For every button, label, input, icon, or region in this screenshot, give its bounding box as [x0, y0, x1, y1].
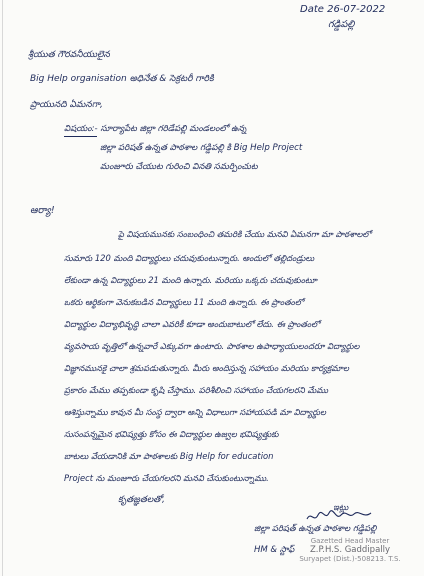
- body-line: ఆశిస్తున్నాము కావున మీ సంస్థ ద్వారా అన్ని విధాలుగా సహాయపడి మా విద్యార్థుల: [64, 407, 326, 417]
- salutation: ఆర్యా!: [30, 205, 55, 216]
- stamp-line-1: Gazetted Head Master: [310, 537, 390, 545]
- body-line: బాటలు వేయడానికి మా పాఠశాలకు Big Help for education: [64, 451, 274, 461]
- body-line: లేకుండా ఉన్న విద్యార్థులు 21 మంది ఉన్నారు. మరియు ఒక్కరు చదువుకుంటూ: [64, 275, 318, 285]
- page-edge: [2, 0, 3, 576]
- subject-line-2: జిల్లా పరిషత్ ఉన్నత పాఠశాల గడ్డిపల్లి కి Big Help Project: [100, 143, 303, 153]
- signature-hm-staff: HM & స్టాఫ్: [254, 545, 295, 555]
- address-line-1: శ్రీయుత గౌరవనీయులైన: [28, 50, 110, 60]
- closing: కృతజ్ఞతలతో,: [118, 495, 165, 505]
- subject-underline: [64, 136, 97, 137]
- address-line-3: ప్రాయునది ఏమనగా,: [30, 100, 103, 110]
- body-line: విద్యార్థుల విద్యాభివృద్ధి చాలా ఎవరికీ కూడా అందుబాటులో లేదు. ఈ ప్రాంతంలో: [64, 319, 320, 329]
- body-line: విజ్ఞానమునకై చాలా శ్రమపడుతున్నారు. మీరు అందిస్తున్న సహాయం మరియు కార్యక్రమాల: [64, 363, 349, 373]
- body-line: వ్యవసాయ వృత్తిలో ఉన్నవారే ఎక్కువగా ఉంటారు. పాఠశాల ఉపాధ్యాయులందరూ విద్యార్థుల: [64, 341, 360, 351]
- signature-itlu: ఇట్లు: [333, 503, 349, 513]
- stamp-line-2: Z.P.H.S. Gaddipally: [309, 545, 391, 555]
- body-line: సుసంపన్నమైన భవిష్యత్తు కోసం ఈ విద్యార్థుల ఉజ్వల భవిష్యత్తుకు: [64, 429, 279, 439]
- body-line: పై విషయమునకు సంబంధించి తమరికి చేయు మనవి ఏమనగా మా పాఠశాలలో: [118, 229, 372, 239]
- subject-line-1: విషయం:- సూర్యాపేట జిల్లా గరిడేపల్లి మండలంలో ఉన్న: [64, 124, 247, 134]
- body-line: ఒకరు ఆర్థికంగా వెనుకబడిన విద్యార్థులు 11 మంది ఉన్నారు. ఈ ప్రాంతంలో: [64, 297, 304, 307]
- address-line-2: Big Help organisation అధినేత & సెక్రటరీ గారికి: [30, 74, 214, 84]
- signature-school: జిల్లా పరిషత్ ఉన్నత పాఠశాల గడ్డిపల్లి: [254, 524, 377, 534]
- school-stamp: [280, 537, 420, 573]
- body-line: ప్రకారం మేము తప్పకుండా కృషి చేస్తాము. పరిశీలించి సహాయం చేయగలరని మేము: [64, 385, 328, 395]
- letter-date: Date 26-07-2022: [300, 4, 386, 15]
- subject-line-3: మంజూరు చేయుట గురించి వినతి సమర్పించుట: [100, 162, 258, 172]
- stamp-line-3: Suryapet (Dist.)-508213. T.S.: [299, 555, 401, 563]
- body-line: Project ను మంజూరు చేయగలరని మనవి చేసుకుంటున్నాము.: [64, 473, 269, 483]
- handwritten-signature: [305, 507, 375, 525]
- body-line: సుమారు 120 మంది విద్యార్థులు చదువుకుంటున్నారు. అందులో తల్లిదండ్రులు: [64, 253, 315, 263]
- letter-village: గడ్డిపల్లి: [328, 19, 355, 30]
